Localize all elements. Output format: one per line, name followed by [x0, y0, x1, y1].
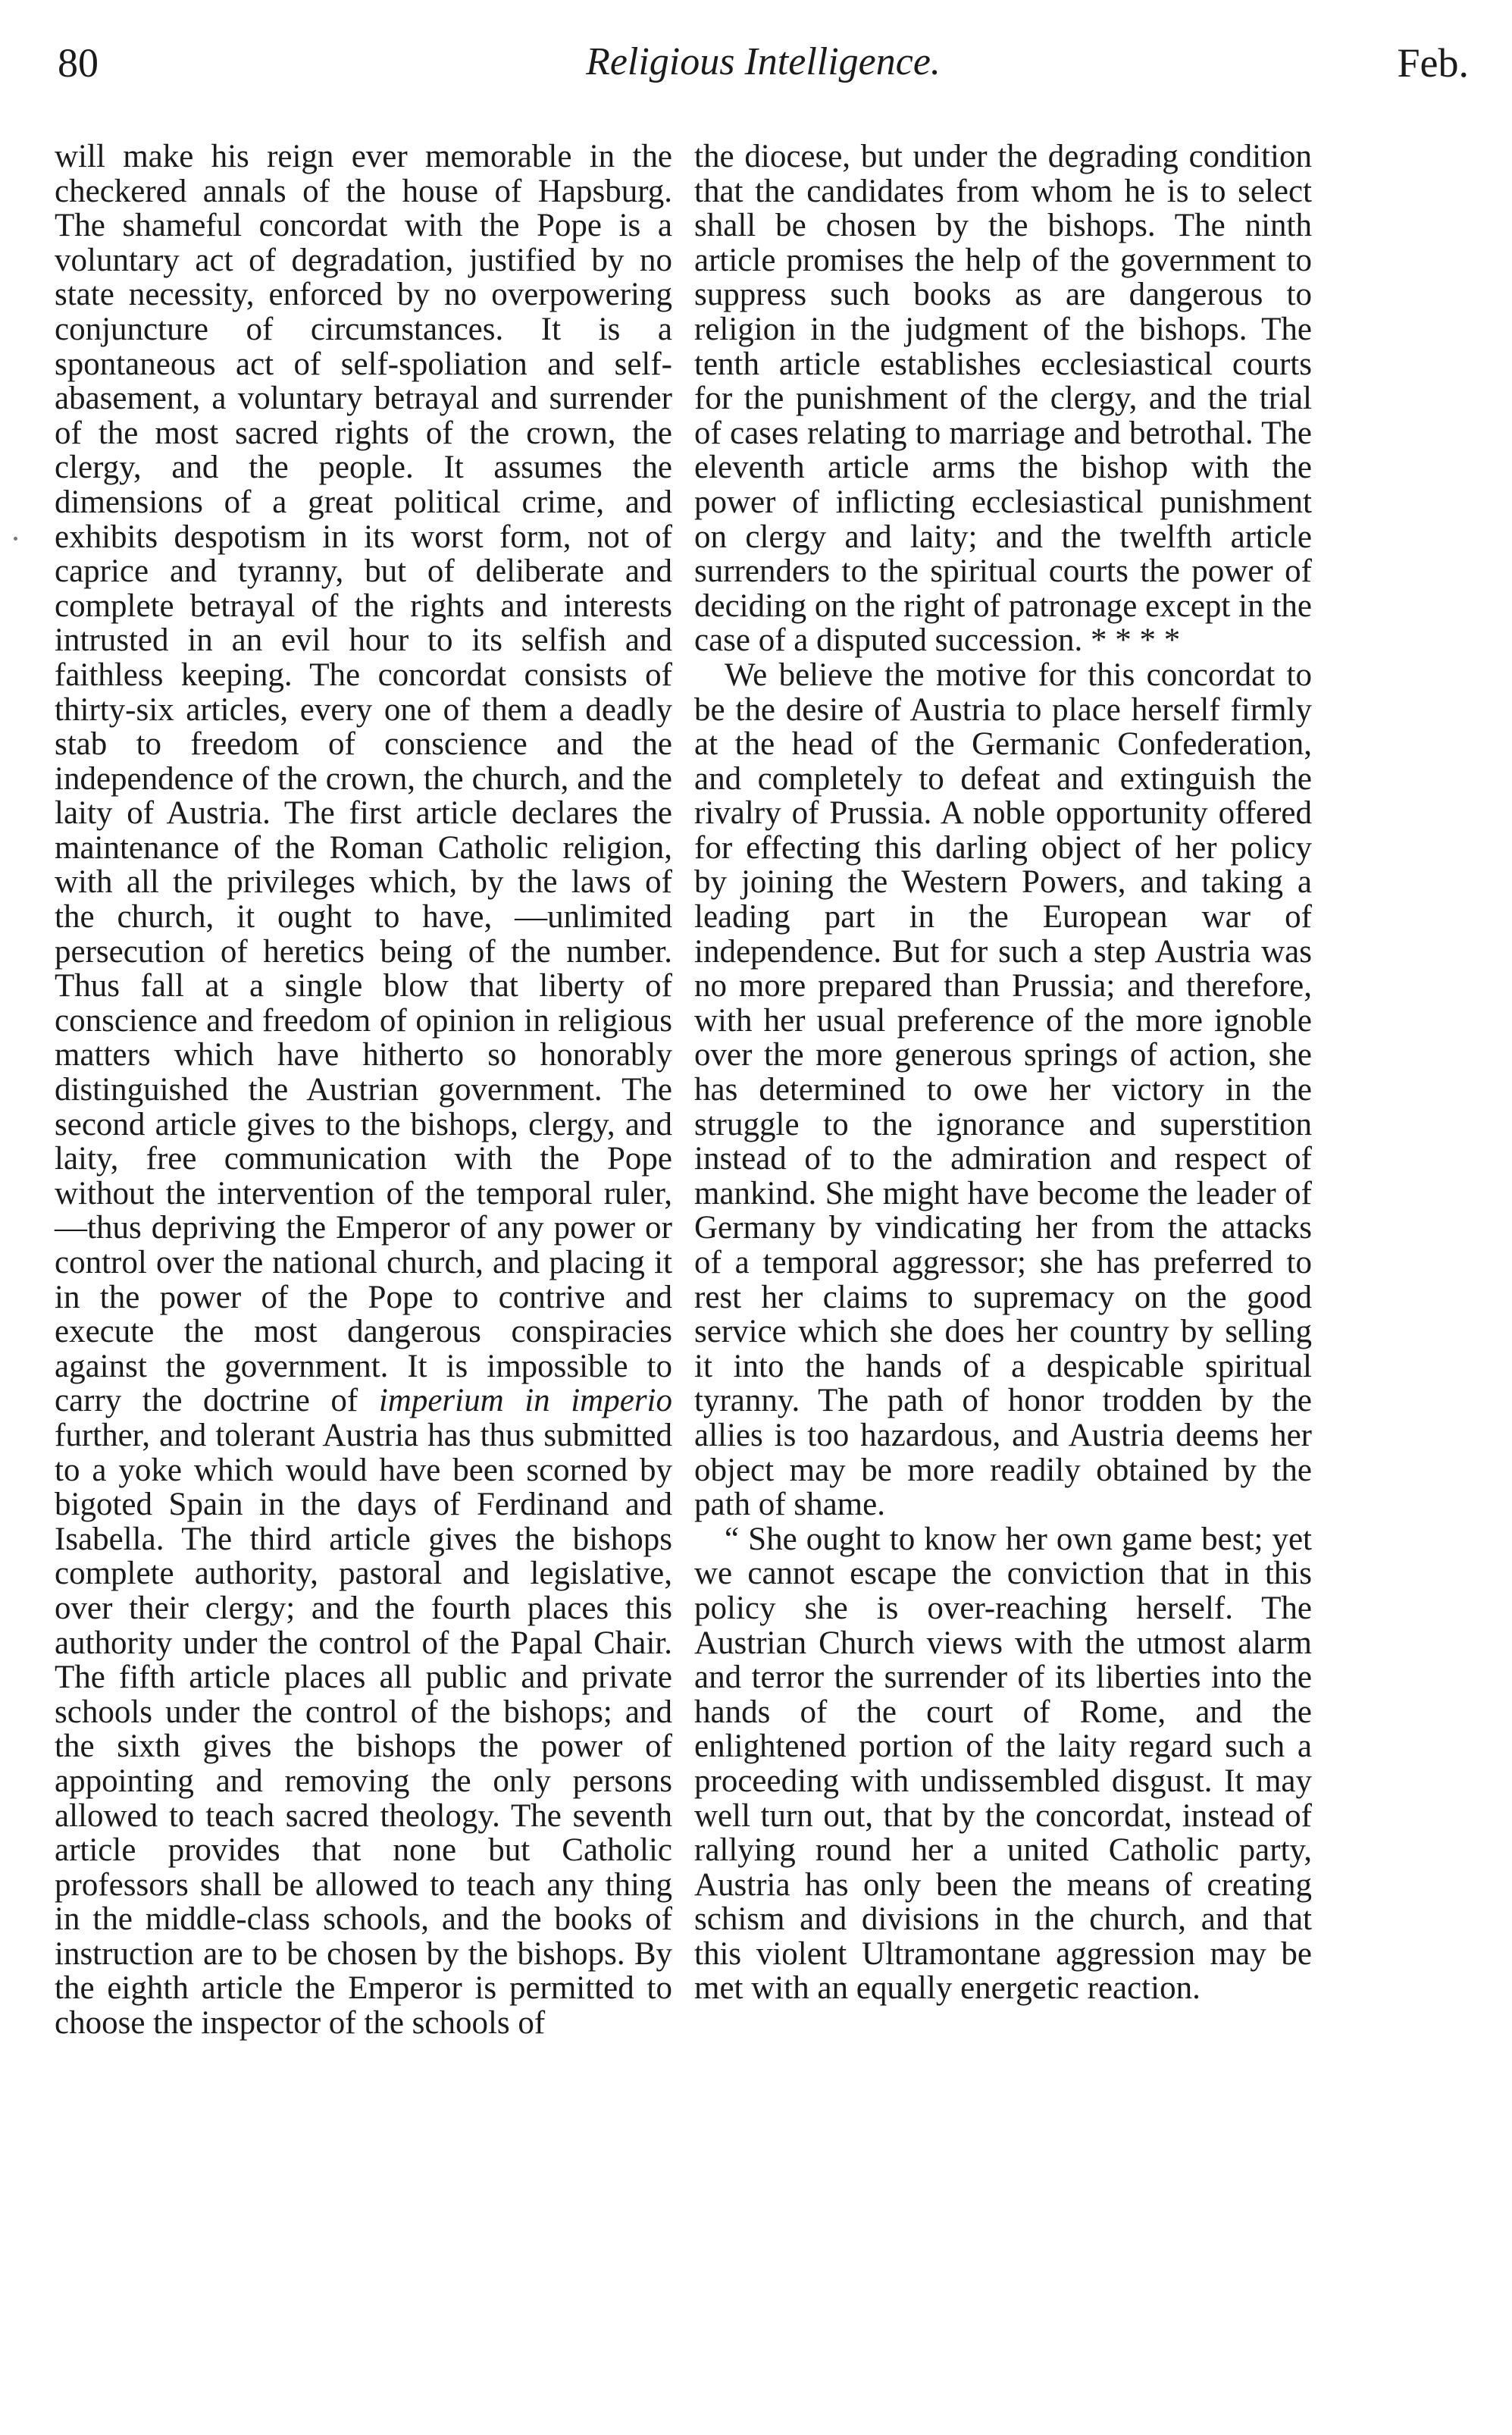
margin-mark: [14, 537, 17, 541]
right-paragraph-3: “ She ought to know her own game best; yet we cannot escape the conviction that in this policy she is over-reaching herself. The Austrian Church views with the utmost alarm and terror the surrender of its liberties into the hands of the court of Rome, and the enlightened portion of the laity regard such a proceeding with undissembled disgust. It may well turn out, that by the concordat, instead of rallying round her a united Catholic party, Austria has only been the means of creating schism and divisions in the church, and that this violent Ultramontane aggression may be met with an equally energetic reaction.: [694, 1521, 1312, 2007]
left-column-paragraph: [55, 139, 672, 2041]
right-column: [694, 139, 1312, 2006]
page-number: 80: [58, 40, 99, 86]
italic-phrase: imperium in imperio: [378, 1383, 672, 1419]
running-head-title: Religious Intelligence.: [586, 40, 941, 83]
right-paragraph-1: the diocese, but under the degrading condition that the candidates from whom he is to select shall be chosen by the bishops. The ninth article promises the help of the government to suppress such books as are dangerous to religion in the judgment of the bishops. The tenth article establishes ecclesiastical courts for the punishment of the clergy, and the trial of cases relating to marriage and betrothal. The eleventh article arms the bishop with the power of inflicting ecclesiastical punishment on clergy and laity; and the twelfth article surrenders to the spiritual courts the power of deciding on the right of patronage except in the case of a disputed succession. * * * *: [694, 139, 1312, 659]
left-column: [55, 139, 672, 2041]
right-paragraph-2: We believe the motive for this concordat to be the desire of Austria to place herself firmly at the head of the Germanic Confederation, and completely to defeat and extinguish the rivalry of Prussia. A noble opportunity offered for effecting this darling object of her policy by joining the Western Powers, and taking a leading part in the European war of independence. But for such a step Austria was no more prepared than Prussia; and therefore, with her usual preference of the more ignoble over the more generous springs of action, she has determined to owe her victory in the struggle to the ignorance and superstition instead of to the admiration and respect of mankind. She might have become the leader of Germany by vindicating her from the attacks of a temporal aggressor; she has preferred to rest her claims to supremacy on the good service which she does her country by selling it into the hands of a despicable spiritual tyranny. The path of honor trodden by the allies is too hazardous, and Austria deems her object may be more readily obtained by the path of shame.: [694, 657, 1312, 1523]
running-head: [58, 39, 1469, 92]
left-text-before: will make his reign ever memorable in the checkered annals of the house of Hapsburg. The shameful concordat with the Pope is a voluntary act of degradation, justified by no state necessity, enforced by no overpowering conjuncture of circumstances. It is a spontaneous act of self-spoliation and self-abasement, a voluntary betrayal and surrender of the most sacred rights of the crown, the clergy, and the people. It assumes the dimensions of a great political crime, and exhibits despotism in its worst form, not of caprice and tyranny, but of deliberate and complete betrayal of the rights and interests intrusted in an evil hour to its selfish and faithless keeping. The concordat consists of thirty-six articles, every one of them a deadly stab to freedom of conscience and the independence of the crown, the church, and the laity of Austria. The first article declares the maintenance of the Roman Catholic religion, with all the privileges which, by the laws of the church, it ought to have, —unlimited persecution of heretics being of the number. Thus fall at a single blow that liberty of conscience and freedom of opinion in religious matters which have hitherto so honorably distinguished the Austrian government. The second article gives to the bishops, clergy, and laity, free communication with the Pope without the intervention of the temporal ruler,—thus depriving the Emperor of any power or control over the national church, and placing it in the power of the Pope to contrive and execute the most dangerous conspiracies against the government. It is impossible to carry the doctrine of: [55, 139, 672, 1419]
running-head-month: Feb.: [1397, 40, 1469, 86]
left-text-after: further, and tolerant Austria has thus submitted to a yoke which would have been scorned by bigoted Spain in the days of Ferdinand and Isabella. The third article gives the bishops complete authority, pastoral and legislative, over their clergy; and the fourth places this authority under the control of the Papal Chair. The fifth article places all public and private schools under the control of the bishops; and the sixth gives the bishops the power of appointing and removing the only persons allowed to teach sacred theology. The seventh article provides that none but Catholic professors shall be allowed to teach any thing in the middle-class schools, and the books of instruction are to be chosen by the bishops. By the eighth article the Emperor is permitted to choose the inspector of the schools of: [55, 1417, 672, 2042]
